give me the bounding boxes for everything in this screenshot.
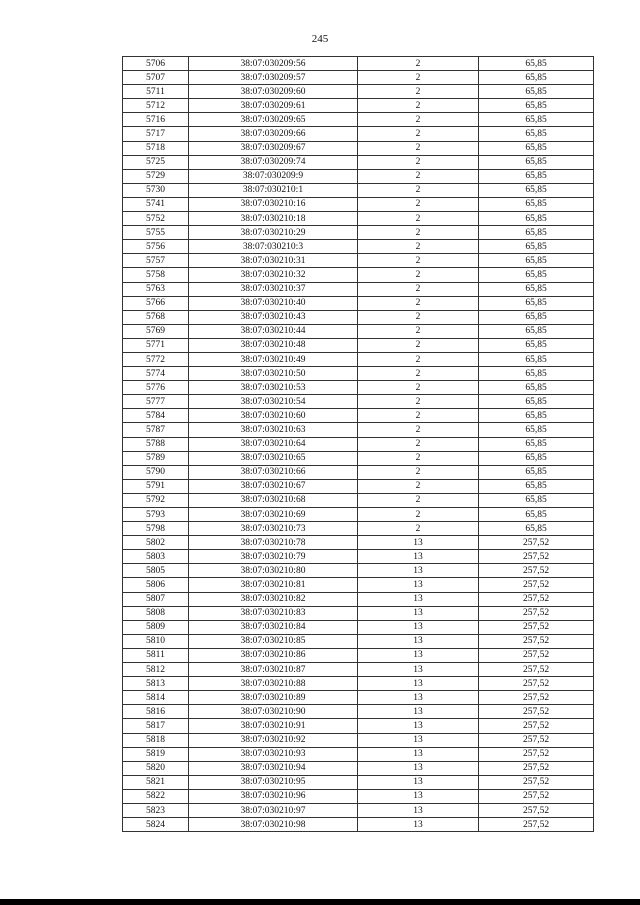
row-number-cell: 5711: [123, 85, 189, 99]
row-number-cell: 5769: [123, 324, 189, 338]
row-number-cell: 5755: [123, 226, 189, 240]
cadastral-number-cell: 38:07:030210:63: [189, 423, 358, 437]
value-cell: 65,85: [479, 324, 594, 338]
value-cell: 257,52: [479, 592, 594, 606]
cadastral-number-cell: 38:07:030210:85: [189, 634, 358, 648]
table-row: [123, 691, 594, 705]
cadastral-number-cell: 38:07:030210:78: [189, 536, 358, 550]
value-cell: 65,85: [479, 451, 594, 465]
table-row: [123, 409, 594, 423]
value-cell: 257,52: [479, 648, 594, 662]
cadastral-number-cell: 38:07:030210:67: [189, 479, 358, 493]
cadastral-number-cell: 38:07:030209:65: [189, 113, 358, 127]
count-cell: 2: [358, 479, 479, 493]
value-cell: 257,52: [479, 606, 594, 620]
cadastral-number-cell: 38:07:030210:92: [189, 733, 358, 747]
cadastral-number-cell: 38:07:030210:98: [189, 818, 358, 832]
cadastral-number-cell: 38:07:030210:79: [189, 550, 358, 564]
table-row: [123, 324, 594, 338]
count-cell: 13: [358, 719, 479, 733]
table-row: [123, 423, 594, 437]
table-row: [123, 268, 594, 282]
row-number-cell: 5706: [123, 57, 189, 71]
count-cell: 2: [358, 324, 479, 338]
table-row: [123, 169, 594, 183]
value-cell: 65,85: [479, 310, 594, 324]
cadastral-number-cell: 38:07:030210:81: [189, 578, 358, 592]
row-number-cell: 5818: [123, 733, 189, 747]
table-row: [123, 352, 594, 366]
table-row: [123, 606, 594, 620]
count-cell: 13: [358, 550, 479, 564]
count-cell: 2: [358, 423, 479, 437]
value-cell: 65,85: [479, 395, 594, 409]
value-cell: 65,85: [479, 57, 594, 71]
row-number-cell: 5808: [123, 606, 189, 620]
row-number-cell: 5772: [123, 352, 189, 366]
row-number-cell: 5741: [123, 197, 189, 211]
table-row: [123, 240, 594, 254]
value-cell: 257,52: [479, 634, 594, 648]
cadastral-number-cell: 38:07:030210:3: [189, 240, 358, 254]
cadastral-number-cell: 38:07:030210:91: [189, 719, 358, 733]
value-cell: 65,85: [479, 367, 594, 381]
row-number-cell: 5730: [123, 183, 189, 197]
cadastral-number-cell: 38:07:030210:94: [189, 761, 358, 775]
count-cell: 13: [358, 634, 479, 648]
value-cell: 65,85: [479, 141, 594, 155]
cadastral-number-cell: 38:07:030210:16: [189, 197, 358, 211]
row-number-cell: 5820: [123, 761, 189, 775]
cadastral-number-cell: 38:07:030209:74: [189, 155, 358, 169]
count-cell: 2: [358, 254, 479, 268]
count-cell: 2: [358, 113, 479, 127]
table-row: [123, 57, 594, 71]
cadastral-number-cell: 38:07:030210:82: [189, 592, 358, 606]
count-cell: 2: [358, 282, 479, 296]
cadastral-number-cell: 38:07:030210:50: [189, 367, 358, 381]
cadastral-number-cell: 38:07:030210:86: [189, 648, 358, 662]
table-row: [123, 437, 594, 451]
row-number-cell: 5809: [123, 620, 189, 634]
table-row: [123, 310, 594, 324]
cadastral-number-cell: 38:07:030210:96: [189, 789, 358, 803]
table-row: [123, 663, 594, 677]
table-row: [123, 226, 594, 240]
count-cell: 2: [358, 99, 479, 113]
row-number-cell: 5718: [123, 141, 189, 155]
count-cell: 2: [358, 57, 479, 71]
count-cell: 2: [358, 395, 479, 409]
cadastral-number-cell: 38:07:030210:37: [189, 282, 358, 296]
value-cell: 257,52: [479, 705, 594, 719]
table-row: [123, 522, 594, 536]
value-cell: 65,85: [479, 508, 594, 522]
value-cell: 257,52: [479, 550, 594, 564]
row-number-cell: 5792: [123, 493, 189, 507]
cadastral-number-cell: 38:07:030210:31: [189, 254, 358, 268]
value-cell: 257,52: [479, 578, 594, 592]
table-row: [123, 85, 594, 99]
count-cell: 2: [358, 141, 479, 155]
cadastral-number-cell: 38:07:030210:84: [189, 620, 358, 634]
table-row: [123, 493, 594, 507]
row-number-cell: 5756: [123, 240, 189, 254]
count-cell: 13: [358, 775, 479, 789]
table-row: [123, 775, 594, 789]
value-cell: 65,85: [479, 169, 594, 183]
table-row: [123, 818, 594, 832]
count-cell: 2: [358, 409, 479, 423]
row-number-cell: 5805: [123, 564, 189, 578]
row-number-cell: 5806: [123, 578, 189, 592]
count-cell: 2: [358, 296, 479, 310]
count-cell: 2: [358, 155, 479, 169]
table-row: [123, 733, 594, 747]
count-cell: 13: [358, 789, 479, 803]
row-number-cell: 5822: [123, 789, 189, 803]
count-cell: 2: [358, 71, 479, 85]
row-number-cell: 5811: [123, 648, 189, 662]
count-cell: 2: [358, 367, 479, 381]
table-row: [123, 141, 594, 155]
table-row: [123, 99, 594, 113]
cadastral-number-cell: 38:07:030210:93: [189, 747, 358, 761]
table-row: [123, 550, 594, 564]
cadastral-number-cell: 38:07:030210:60: [189, 409, 358, 423]
count-cell: 13: [358, 747, 479, 761]
value-cell: 65,85: [479, 155, 594, 169]
row-number-cell: 5814: [123, 691, 189, 705]
scan-bottom-edge: [0, 899, 640, 905]
value-cell: 65,85: [479, 296, 594, 310]
table-row: [123, 296, 594, 310]
row-number-cell: 5813: [123, 677, 189, 691]
count-cell: 2: [358, 465, 479, 479]
table-row: [123, 155, 594, 169]
value-cell: 65,85: [479, 99, 594, 113]
count-cell: 2: [358, 352, 479, 366]
row-number-cell: 5824: [123, 818, 189, 832]
row-number-cell: 5791: [123, 479, 189, 493]
row-number-cell: 5823: [123, 803, 189, 817]
row-number-cell: 5793: [123, 508, 189, 522]
count-cell: 13: [358, 677, 479, 691]
value-cell: 65,85: [479, 282, 594, 296]
value-cell: 257,52: [479, 691, 594, 705]
count-cell: 2: [358, 240, 479, 254]
cadastral-number-cell: 38:07:030209:61: [189, 99, 358, 113]
count-cell: 13: [358, 536, 479, 550]
row-number-cell: 5784: [123, 409, 189, 423]
count-cell: 13: [358, 818, 479, 832]
value-cell: 65,85: [479, 423, 594, 437]
cadastral-number-cell: 38:07:030209:66: [189, 127, 358, 141]
table-row: [123, 465, 594, 479]
cadastral-number-cell: 38:07:030210:83: [189, 606, 358, 620]
count-cell: 2: [358, 310, 479, 324]
cadastral-number-cell: 38:07:030210:43: [189, 310, 358, 324]
table-row: [123, 183, 594, 197]
value-cell: 65,85: [479, 522, 594, 536]
count-cell: 13: [358, 705, 479, 719]
cadastral-number-cell: 38:07:030210:32: [189, 268, 358, 282]
value-cell: 65,85: [479, 437, 594, 451]
value-cell: 65,85: [479, 197, 594, 211]
value-cell: 65,85: [479, 71, 594, 85]
table-body: [123, 57, 594, 832]
table-row: [123, 620, 594, 634]
value-cell: 257,52: [479, 775, 594, 789]
row-number-cell: 5716: [123, 113, 189, 127]
value-cell: 257,52: [479, 719, 594, 733]
count-cell: 13: [358, 564, 479, 578]
count-cell: 2: [358, 169, 479, 183]
row-number-cell: 5729: [123, 169, 189, 183]
table-row: [123, 338, 594, 352]
count-cell: 2: [358, 197, 479, 211]
value-cell: 65,85: [479, 113, 594, 127]
cadastral-number-cell: 38:07:030209:60: [189, 85, 358, 99]
table-row: [123, 113, 594, 127]
cadastral-number-cell: 38:07:030210:40: [189, 296, 358, 310]
cadastral-number-cell: 38:07:030210:1: [189, 183, 358, 197]
count-cell: 2: [358, 338, 479, 352]
table-row: [123, 648, 594, 662]
row-number-cell: 5807: [123, 592, 189, 606]
table-row: [123, 564, 594, 578]
cadastral-number-cell: 38:07:030210:90: [189, 705, 358, 719]
cadastral-number-cell: 38:07:030210:89: [189, 691, 358, 705]
table-row: [123, 127, 594, 141]
row-number-cell: 5707: [123, 71, 189, 85]
count-cell: 2: [358, 85, 479, 99]
value-cell: 257,52: [479, 761, 594, 775]
row-number-cell: 5798: [123, 522, 189, 536]
value-cell: 65,85: [479, 479, 594, 493]
cadastral-number-cell: 38:07:030210:49: [189, 352, 358, 366]
value-cell: 257,52: [479, 536, 594, 550]
cadastral-number-cell: 38:07:030210:69: [189, 508, 358, 522]
value-cell: 65,85: [479, 493, 594, 507]
cadastral-number-cell: 38:07:030210:54: [189, 395, 358, 409]
cadastral-number-cell: 38:07:030210:66: [189, 465, 358, 479]
value-cell: 65,85: [479, 338, 594, 352]
count-cell: 13: [358, 691, 479, 705]
table-row: [123, 381, 594, 395]
row-number-cell: 5712: [123, 99, 189, 113]
count-cell: 2: [358, 212, 479, 226]
value-cell: 257,52: [479, 663, 594, 677]
value-cell: 257,52: [479, 733, 594, 747]
count-cell: 2: [358, 508, 479, 522]
row-number-cell: 5725: [123, 155, 189, 169]
cadastral-number-cell: 38:07:030210:97: [189, 803, 358, 817]
table-row: [123, 634, 594, 648]
cadastral-number-cell: 38:07:030209:56: [189, 57, 358, 71]
table-row: [123, 747, 594, 761]
row-number-cell: 5717: [123, 127, 189, 141]
table-row: [123, 479, 594, 493]
table-row: [123, 71, 594, 85]
row-number-cell: 5803: [123, 550, 189, 564]
cadastral-number-cell: 38:07:030210:18: [189, 212, 358, 226]
cadastral-number-cell: 38:07:030209:67: [189, 141, 358, 155]
count-cell: 2: [358, 522, 479, 536]
count-cell: 2: [358, 437, 479, 451]
count-cell: 2: [358, 493, 479, 507]
count-cell: 2: [358, 381, 479, 395]
table-row: [123, 212, 594, 226]
value-cell: 257,52: [479, 564, 594, 578]
count-cell: 13: [358, 761, 479, 775]
count-cell: 2: [358, 127, 479, 141]
table-row: [123, 451, 594, 465]
value-cell: 65,85: [479, 85, 594, 99]
row-number-cell: 5802: [123, 536, 189, 550]
page-number: 245: [311, 33, 329, 45]
row-number-cell: 5757: [123, 254, 189, 268]
cadastral-number-cell: 38:07:030210:48: [189, 338, 358, 352]
cadastral-number-cell: 38:07:030210:87: [189, 663, 358, 677]
row-number-cell: 5817: [123, 719, 189, 733]
table-row: [123, 197, 594, 211]
row-number-cell: 5787: [123, 423, 189, 437]
cadastral-number-cell: 38:07:030210:88: [189, 677, 358, 691]
row-number-cell: 5816: [123, 705, 189, 719]
row-number-cell: 5766: [123, 296, 189, 310]
value-cell: 65,85: [479, 212, 594, 226]
value-cell: 65,85: [479, 183, 594, 197]
row-number-cell: 5768: [123, 310, 189, 324]
value-cell: 257,52: [479, 818, 594, 832]
row-number-cell: 5810: [123, 634, 189, 648]
count-cell: 2: [358, 226, 479, 240]
value-cell: 257,52: [479, 620, 594, 634]
table-row: [123, 254, 594, 268]
table-row: [123, 536, 594, 550]
row-number-cell: 5821: [123, 775, 189, 789]
row-number-cell: 5763: [123, 282, 189, 296]
cadastral-number-cell: 38:07:030210:44: [189, 324, 358, 338]
count-cell: 13: [358, 803, 479, 817]
row-number-cell: 5771: [123, 338, 189, 352]
value-cell: 65,85: [479, 127, 594, 141]
value-cell: 65,85: [479, 226, 594, 240]
count-cell: 13: [358, 648, 479, 662]
count-cell: 2: [358, 268, 479, 282]
count-cell: 13: [358, 578, 479, 592]
count-cell: 2: [358, 183, 479, 197]
cadastral-number-cell: 38:07:030210:68: [189, 493, 358, 507]
table-row: [123, 789, 594, 803]
cadastral-number-cell: 38:07:030210:80: [189, 564, 358, 578]
row-number-cell: 5789: [123, 451, 189, 465]
cadastral-number-cell: 38:07:030210:73: [189, 522, 358, 536]
value-cell: 65,85: [479, 352, 594, 366]
row-number-cell: 5812: [123, 663, 189, 677]
cadastral-number-cell: 38:07:030210:64: [189, 437, 358, 451]
row-number-cell: 5788: [123, 437, 189, 451]
table-row: [123, 761, 594, 775]
row-number-cell: 5774: [123, 367, 189, 381]
cadastral-number-cell: 38:07:030209:9: [189, 169, 358, 183]
cadastral-number-cell: 38:07:030209:57: [189, 71, 358, 85]
count-cell: 13: [358, 620, 479, 634]
count-cell: 13: [358, 606, 479, 620]
count-cell: 13: [358, 592, 479, 606]
count-cell: 2: [358, 451, 479, 465]
table-row: [123, 705, 594, 719]
table-row: [123, 719, 594, 733]
value-cell: 257,52: [479, 677, 594, 691]
value-cell: 65,85: [479, 465, 594, 479]
table-row: [123, 592, 594, 606]
count-cell: 13: [358, 663, 479, 677]
table-row: [123, 803, 594, 817]
row-number-cell: 5758: [123, 268, 189, 282]
value-cell: 257,52: [479, 747, 594, 761]
table-row: [123, 367, 594, 381]
count-cell: 13: [358, 733, 479, 747]
value-cell: 257,52: [479, 803, 594, 817]
value-cell: 65,85: [479, 381, 594, 395]
row-number-cell: 5776: [123, 381, 189, 395]
cadastral-number-cell: 38:07:030210:95: [189, 775, 358, 789]
cadastral-number-cell: 38:07:030210:53: [189, 381, 358, 395]
value-cell: 65,85: [479, 240, 594, 254]
table-row: [123, 677, 594, 691]
value-cell: 65,85: [479, 254, 594, 268]
value-cell: 65,85: [479, 268, 594, 282]
table-row: [123, 508, 594, 522]
data-table: [122, 56, 594, 832]
table-row: [123, 578, 594, 592]
row-number-cell: 5790: [123, 465, 189, 479]
row-number-cell: 5777: [123, 395, 189, 409]
table-row: [123, 282, 594, 296]
cadastral-number-cell: 38:07:030210:65: [189, 451, 358, 465]
value-cell: 65,85: [479, 409, 594, 423]
value-cell: 257,52: [479, 789, 594, 803]
row-number-cell: 5752: [123, 212, 189, 226]
cadastral-number-cell: 38:07:030210:29: [189, 226, 358, 240]
row-number-cell: 5819: [123, 747, 189, 761]
table-row: [123, 395, 594, 409]
